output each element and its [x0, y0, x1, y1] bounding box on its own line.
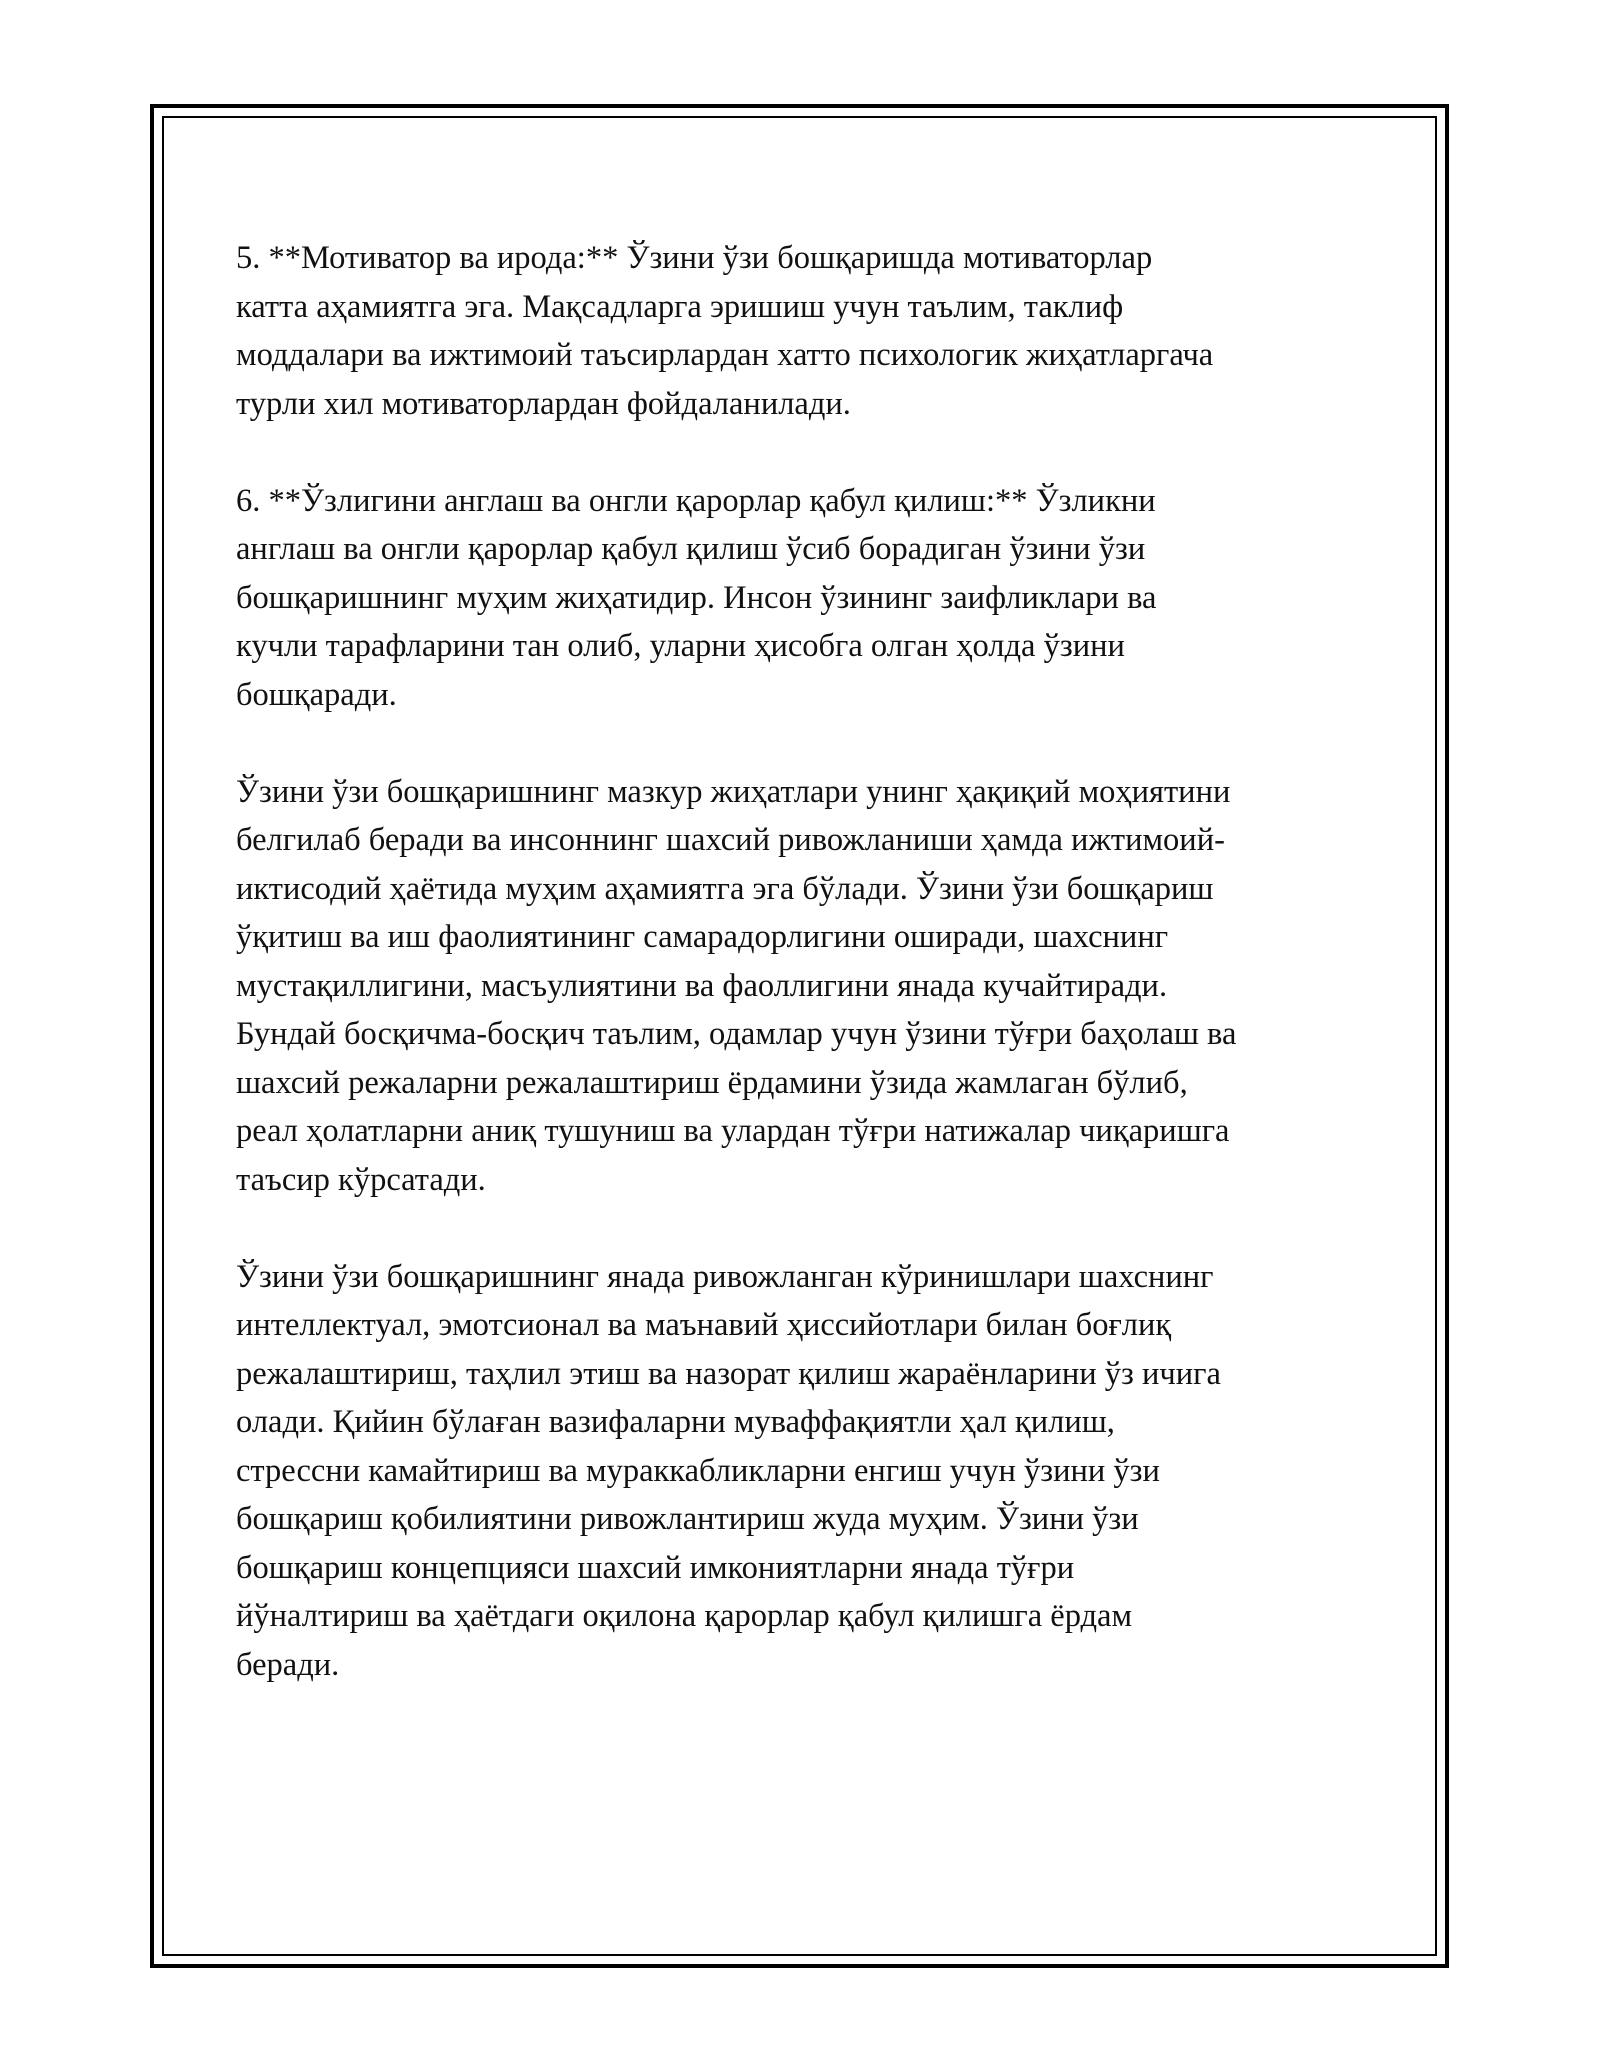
- document-body: [236, 234, 1376, 1738]
- text-line: мустақиллигини, масъулиятини ва фаоллигини янада кучайтиради.: [236, 967, 1168, 1004]
- text-line: стрессни камайтириш ва мураккабликларни енгиш учун ўзини ўзи: [236, 1452, 1160, 1489]
- text-line: иктисодий ҳаётида муҳим аҳамиятга эга бўлади. Ўзини ўзи бошқариш: [236, 870, 1214, 907]
- text-line: моддалари ва ижтимоий таъсирлардан хатто психологик жиҳатларгача: [236, 337, 1214, 373]
- text-line: ўқитиш ва иш фаолиятининг самарадорлигини оширади, шахснинг: [236, 919, 1169, 955]
- text-line: бошқаришнинг муҳим жиҳатидир. Инсон ўзининг заифликлари ва: [236, 579, 1157, 616]
- text-line: реал ҳолатларни аниқ тушуниш ва улардан тўғри натижалар чиқаришга: [236, 1113, 1230, 1149]
- text-line: йўналтириш ва ҳаётдаги оқилона қарорлар қабул қилишга ёрдам: [236, 1598, 1133, 1634]
- text-line: интеллектуал, эмотсионал ва маънавий ҳиссийотлари билан боғлиқ: [236, 1307, 1172, 1343]
- text-line: беради.: [236, 1646, 340, 1683]
- paragraph-essence: [236, 768, 1376, 1205]
- text-line: бошқариш қобилиятини ривожлантириш жуда муҳим. Ўзини ўзи: [236, 1501, 1139, 1537]
- text-line: Ўзини ўзи бошқаришнинг янада ривожланган кўринишлари шахснинг: [236, 1258, 1214, 1295]
- text-line: белгилаб беради ва инсоннинг шахсий ривожланиши ҳамда ижтимоий-: [236, 822, 1225, 858]
- text-line: бошқаради.: [236, 676, 397, 713]
- text-line: англаш ва онгли қарорлар қабул қилиш ўсиб борадиган ўзини ўзи: [236, 531, 1146, 567]
- paragraph-self-awareness: [236, 477, 1376, 720]
- text-line: 5. **Мотиватор ва ирода:** Ўзини ўзи бошқаришда мотиваторлар: [236, 240, 1153, 276]
- text-line: турли хил мотиваторлардан фойдаланилади.: [236, 385, 851, 422]
- text-line: Бундай босқичма-босқич таълим, одамлар учун ўзини тўғри баҳолаш ва: [236, 1016, 1237, 1052]
- text-line: режалаштириш, таҳлил этиш ва назорат қилиш жараёнларини ўз ичига: [236, 1355, 1221, 1392]
- text-line: шахсий режаларни режалаштириш ёрдамини ўзида жамлаган бўлиб,: [236, 1064, 1188, 1101]
- text-line: катта аҳамиятга эга. Мақсадларга эришиш учун таълим, таклиф: [236, 288, 1124, 325]
- text-line: бошқариш концепцияси шахсий имкониятларни янада тўғри: [236, 1549, 1075, 1586]
- text-line: олади. Қийин бўлаған вазифаларни муваффақиятли ҳал қилиш,: [236, 1404, 1115, 1440]
- text-line: 6. **Ўзлигини англаш ва онгли қарорлар қабул қилиш:** Ўзликни: [236, 482, 1156, 519]
- text-line: Ўзини ўзи бошқаришнинг мазкур жиҳатлари унинг ҳақиқий моҳиятини: [236, 773, 1231, 810]
- paragraph-development: [236, 1253, 1376, 1690]
- text-line: таъсир кўрсатади.: [236, 1161, 486, 1198]
- paragraph-motivator: [236, 234, 1376, 428]
- text-line: кучли тарафларини тан олиб, уларни ҳисобга олган ҳолда ўзини: [236, 628, 1125, 664]
